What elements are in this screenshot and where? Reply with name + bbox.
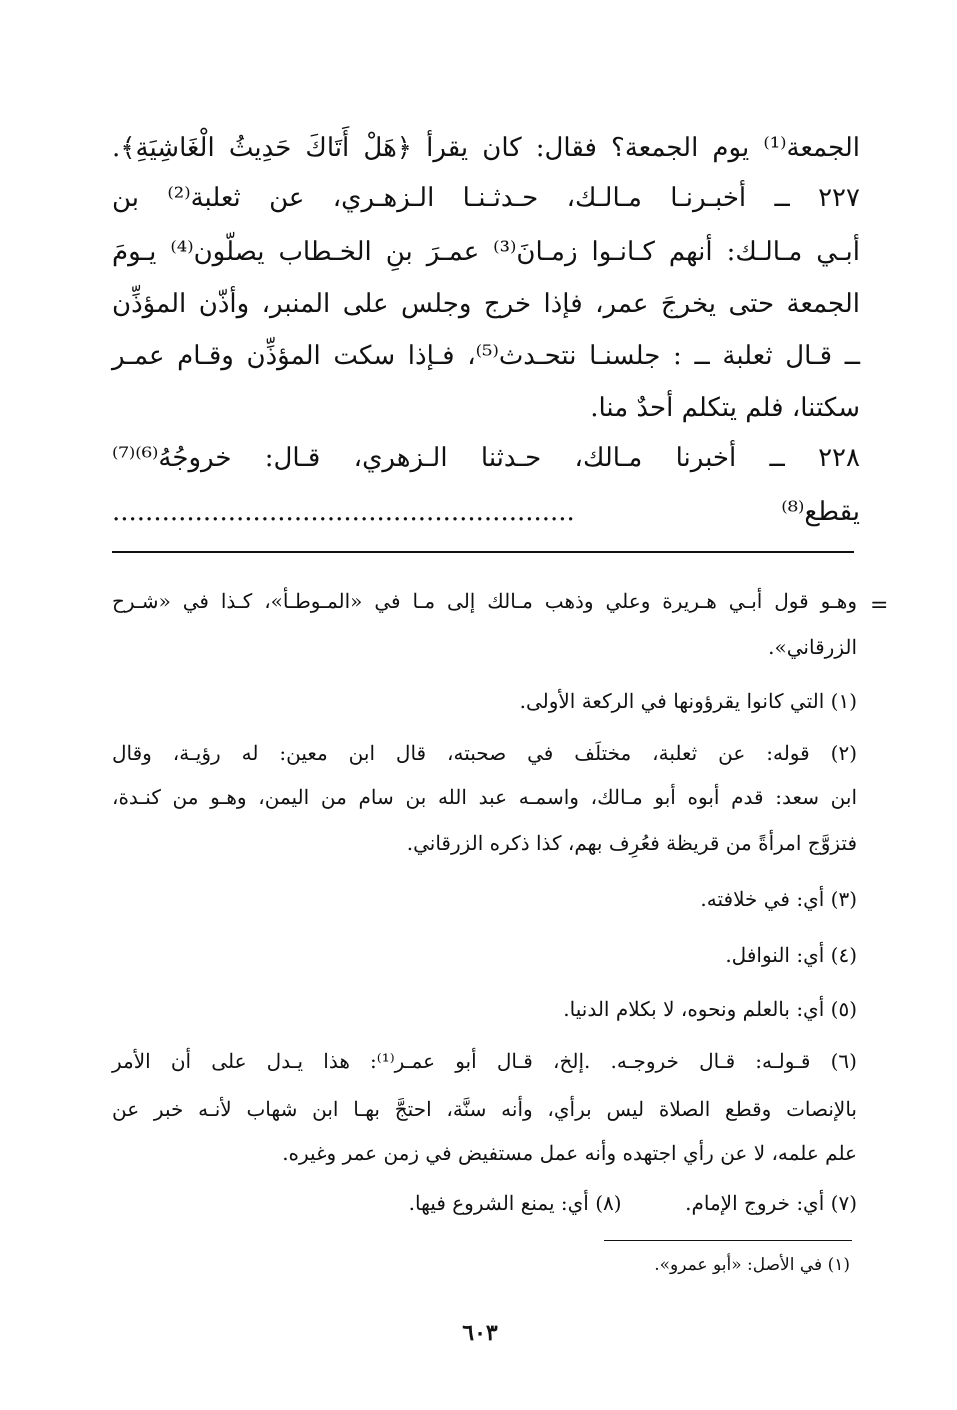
note-line-9: (٥) أي: بالعلم ونحوه، لا بكلام الدنيا.: [563, 997, 857, 1021]
main-text-line-7: ٢٢٨ ــ أخبرنا مـالك، حـدثنا الـزهري، قـال: خروجُهُ⁽⁶⁾⁽⁷⁾: [112, 443, 860, 473]
editor-note-rule: [604, 1240, 852, 1241]
page-number: ٦٠٣: [462, 1320, 498, 1346]
note-line-3: (١) التي كانوا يقرؤونها في الركعة الأولى.: [519, 689, 857, 713]
main-text-line-1: الجمعة⁽¹⁾ يوم الجمعة؟ فقال: كان يقرأ ﴿هَلْ أَتَاكَ حَدِيثُ الْغَاشِيَةِ﴾.: [112, 133, 860, 163]
main-text-line-2: ٢٢٧ ــ أخبـرنـا مـالـك، حـدثـنـا الـزهـري، عن ثعلبة⁽²⁾ بن: [112, 183, 860, 213]
note-line-4: (٢) قوله: عن ثعلبة، مختلَف في صحبته، قال ابن معين: له رؤيـة، وقال: [112, 741, 857, 765]
main-text-line-8: يقطع⁽⁸⁾ ........................................................: [112, 497, 860, 527]
note-line-5: ابن سعد: قدم أبوه أبو مـالك، واسمـه عبد الله بن سام من اليمن، وهـو من كنـدة،: [112, 785, 857, 809]
note-line-2: الزرقاني».: [768, 635, 857, 659]
note-line-7: (٣) أي: في خلافته.: [700, 887, 857, 911]
note-line-12: علم علمه، لا عن رأي اجتهده وأنه عمل مستفيض في زمن عمر وغيره.: [282, 1141, 857, 1165]
continuation-mark: =: [870, 593, 889, 618]
main-text-line-3: أبـي مـالـك: أنهم كـانـوا زمـانَ⁽³⁾ عمـرَ بنِ الخـطاب يصلّون⁽⁴⁾ يـومَ: [112, 237, 860, 267]
note-line-8: (٤) أي: النوافل.: [725, 943, 857, 967]
editor-note: (١) في الأصل: «أبو عمرو».: [654, 1255, 850, 1275]
footnote-separator: [112, 551, 854, 553]
note-line-6: فتزوَّج امرأةً من قريظة فعُرِف بهم، كذا ذكره الزرقاني.: [406, 831, 857, 855]
main-text-line-5: ــ قـال ثعلبة ــ : جلسنـا نتحـدث⁽⁵⁾، فـإذا سكت المؤذِّن وقـام عمـر: [112, 341, 860, 371]
main-text-line-6: سكتنا، فلم يتكلم أحدٌ منا.: [590, 393, 860, 423]
note-line-13: (٧) أي: خروج الإمام. (٨) أي: يمنع الشروع فيها.: [408, 1191, 857, 1215]
note-line-11: بالإنصات وقطع الصلاة ليس برأي، وأنه سنَّة، احتجَّ بهـا ابن شهاب لأنـه خبر عن: [112, 1097, 857, 1121]
note-line-10: (٦) قـولـه: قـال خروجـه. .إلخ، قـال أبو عمـر⁽¹⁾: هذا يـدل على أن الأمر: [112, 1049, 857, 1073]
main-text-line-4: الجمعة حتى يخرجَ عمر، فإذا خرج وجلس على المنبر، وأذّن المؤذِّن: [112, 289, 860, 319]
note-line-1: وهـو قول أبـي هـريرة وعلي وذهب مـالك إلى مـا في «المـوطـأ»، كـذا في «شـرح: [112, 589, 857, 613]
